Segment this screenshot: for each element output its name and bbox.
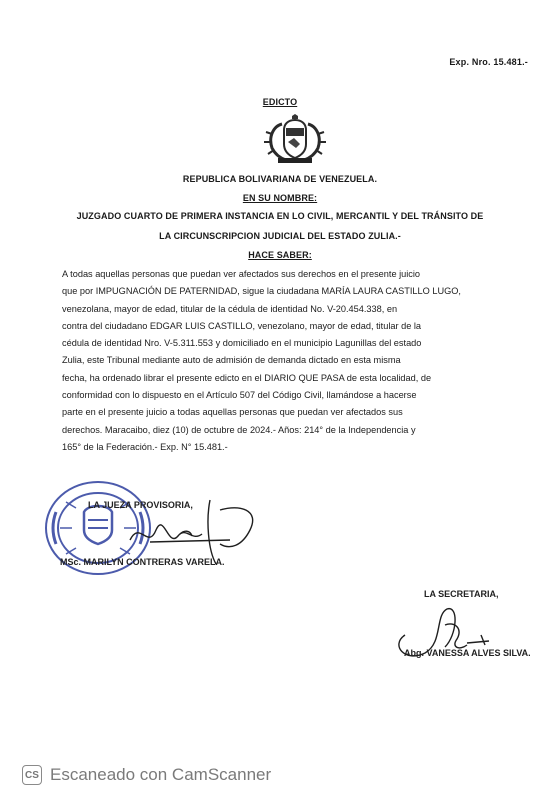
body-line: Zulia, este Tribunal mediante auto de admisión de demanda dictado en esta misma (62, 355, 401, 366)
edict-body (62, 266, 522, 456)
body-line: parte en el presente juicio a todas aquellas personas que puedan ver afectados sus (62, 407, 403, 418)
body-line: A todas aquellas personas que puedan ver afectados sus derechos en el presente juicio (62, 269, 421, 279)
coat-of-arms-icon (260, 114, 330, 166)
judge-name: MSc. MARILYN CONTRERAS VARELA. (60, 557, 225, 567)
body-line: venezolana, mayor de edad, titular de la cédula de identidad No. V-20.454.338, en (62, 303, 398, 314)
document-title: EDICTO (262, 97, 298, 107)
body-line: cédula de identidad Nro. V-5.311.553 y domiciliado en el municipio Lagunillas del estado (62, 338, 422, 349)
court-name-line-1: JUZGADO CUARTO DE PRIMERA INSTANCIA EN LO CIVIL, MERCANTIL Y DEL TRÁNSITO DE (76, 211, 484, 221)
body-line: fecha, ha ordenado librar el presente edicto en el DIARIO QUE PASA de esta localidad, de (62, 372, 432, 383)
camscanner-watermark (22, 765, 271, 785)
secretary-title: LA SECRETARIA, (424, 589, 499, 599)
body-line: 165° de la Federación.- Exp. N° 15.481.- (62, 441, 228, 452)
country-name: REPUBLICA BOLIVARIANA DE VENEZUELA. (182, 174, 378, 184)
camscanner-text: Escaneado con CamScanner (50, 765, 272, 784)
body-line: contra del ciudadano EDGAR LUIS CASTILLO, venezolano, mayor de edad, titular de la (62, 320, 422, 331)
secretary-name: Abg. VANESSA ALVES SILVA. (404, 648, 531, 658)
en-su-nombre: EN SU NOMBRE: (242, 193, 318, 203)
expedient-number: Exp. Nro. 15.481.- (449, 57, 528, 67)
body-line: que por IMPUGNACIÓN DE PATERNIDAD, sigue la ciudadana MARÍA LAURA CASTILLO LUGO, (62, 286, 461, 297)
judge-title: LA JUEZA PROVISORIA, (88, 500, 193, 510)
camscanner-icon: CS (22, 765, 42, 785)
body-line: conformidad con lo dispuesto en el Artículo 507 del Código Civil, llamándose a hacerse (62, 390, 417, 401)
body-line: derechos. Maracaibo, diez (10) de octubre de 2024.- Años: 214° de la Independencia y (62, 424, 416, 435)
hace-saber: HACE SABER: (248, 250, 312, 260)
court-name-line-2: LA CIRCUNSCRIPCION JUDICIAL DEL ESTADO ZULIA.- (159, 231, 401, 241)
